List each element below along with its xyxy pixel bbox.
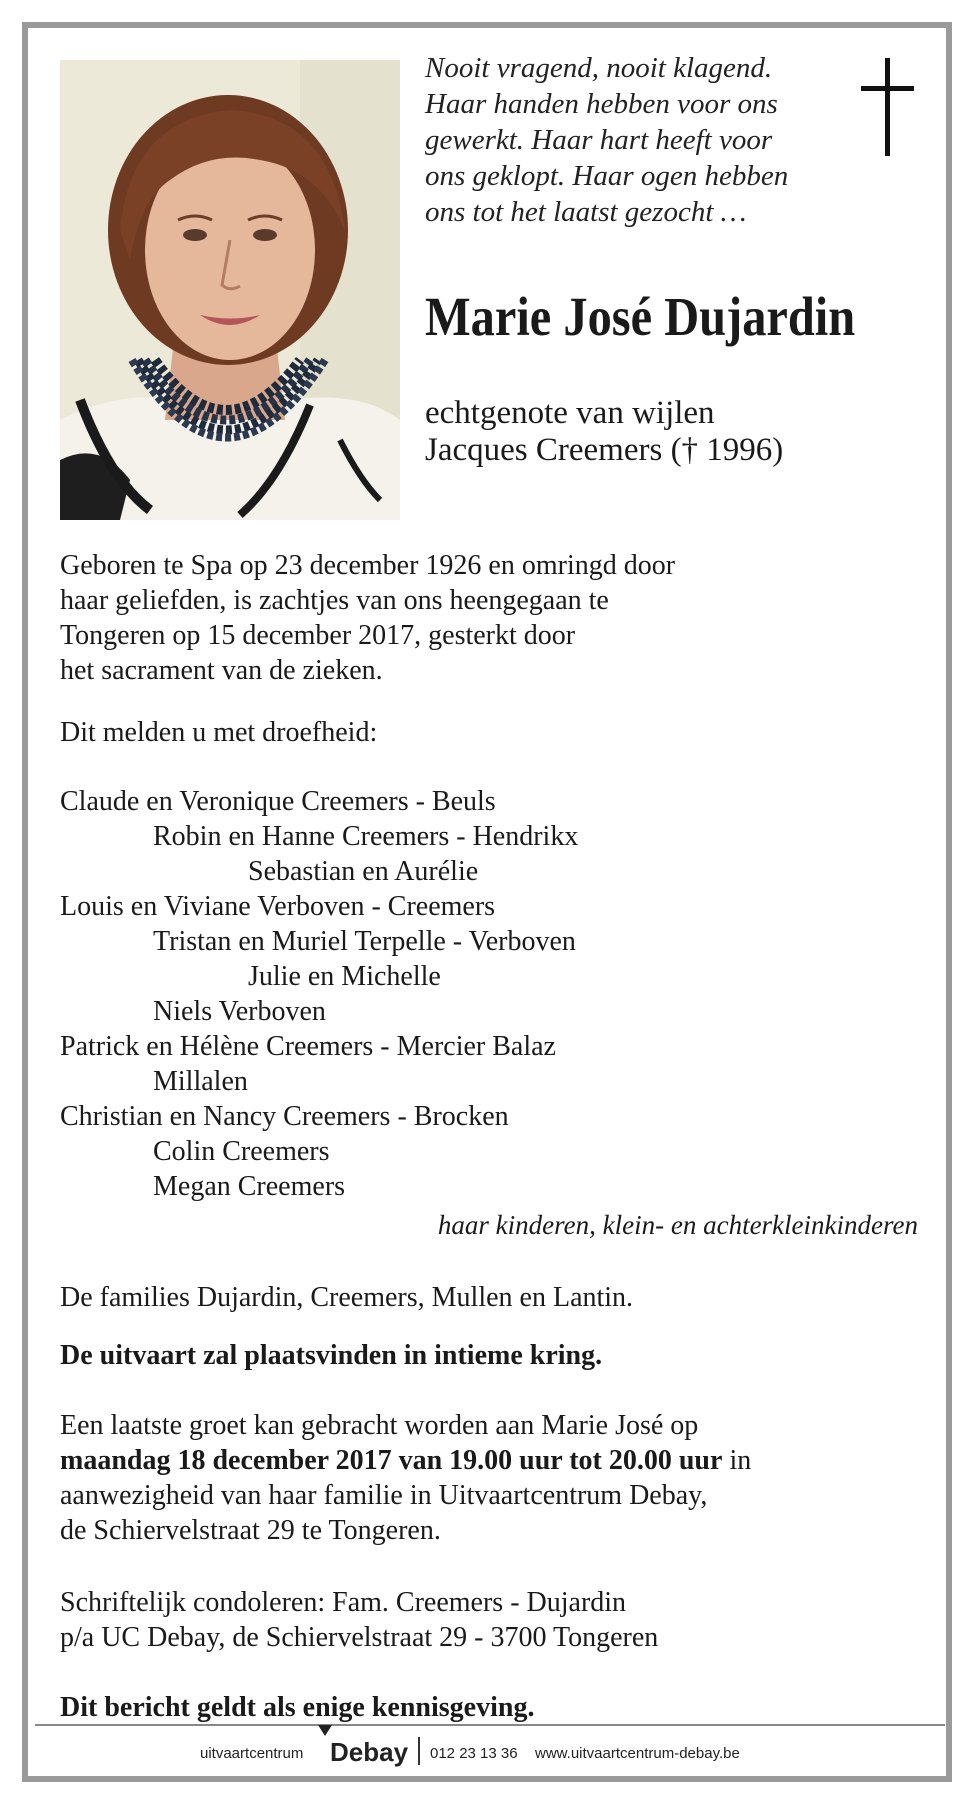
paragraph-line: aanwezigheid van haar familie in Uitvaartcentrum Debay, xyxy=(60,1480,708,1511)
spouse-line: echtgenote van wijlen xyxy=(425,395,715,431)
visitation-datetime: maandag 18 december 2017 van 19.00 uur tot 20.00 uur xyxy=(60,1445,723,1476)
paragraph-line: p/a UC Debay, de Schiervelstraat 29 - 3700 Tongeren xyxy=(60,1622,659,1653)
condolence-paragraph xyxy=(60,1585,940,1655)
paragraph-line: Tongeren op 15 december 2017, gesterkt door xyxy=(60,620,576,651)
families-line: De families Dujardin, Creemers, Mullen en Lantin. xyxy=(60,1282,634,1313)
quote-line: Nooit vragend, nooit klagend. xyxy=(425,52,773,84)
quote-line: gewerkt. Haar hart heeft voor xyxy=(425,124,773,156)
spouse-info xyxy=(425,395,783,469)
paragraph-line: het sacrament van de zieken. xyxy=(60,655,383,686)
kids-caption: haar kinderen, klein- en achterkleinkinderen xyxy=(437,1210,918,1240)
family-entry: Tristan en Muriel Terpelle - Verboven xyxy=(153,926,576,957)
spouse-line: Jacques Creemers († 1996) xyxy=(425,432,784,468)
portrait-photo xyxy=(60,60,400,520)
deceased-name: Marie José Dujardin xyxy=(425,286,856,347)
family-entry: Robin en Hanne Creemers - Hendrikx xyxy=(153,821,579,852)
footer-website: www.uitvaartcentrum-debay.be xyxy=(535,1745,740,1762)
brand-small-text: uitvaartcentrum xyxy=(200,1745,304,1762)
memorial-quote xyxy=(425,50,835,230)
brand-name: Debay xyxy=(330,1737,409,1767)
portrait-illustration xyxy=(60,60,400,520)
footer-divider xyxy=(35,1724,945,1726)
family-entry: Louis en Viviane Verboven - Creemers xyxy=(60,891,496,922)
quote-line: Haar handen hebben voor ons xyxy=(425,88,778,120)
family-entry: Millalen xyxy=(153,1066,248,1097)
footer xyxy=(0,1735,980,1767)
family-entry: Sebastian en Aurélie xyxy=(248,856,479,887)
family-entry: Niels Verboven xyxy=(153,996,326,1027)
logo-triangle-icon xyxy=(318,1725,332,1736)
footer-separator xyxy=(418,1737,420,1765)
notice-line: Dit bericht geldt als enige kennisgeving. xyxy=(60,1692,535,1723)
quote-line: ons geklopt. Haar ogen hebben xyxy=(425,160,789,192)
birth-paragraph xyxy=(60,548,940,688)
family-entry: Megan Creemers xyxy=(153,1171,346,1202)
family-entry: Christian en Nancy Creemers - Brocken xyxy=(60,1101,509,1132)
quote-line: ons tot het laatst gezocht … xyxy=(425,196,747,228)
family-entry: Julie en Michelle xyxy=(248,961,441,992)
paragraph-line: haar geliefden, is zachtjes van ons heengegaan te xyxy=(60,585,609,616)
paragraph-line-rest: in xyxy=(722,1445,752,1476)
funeral-line: De uitvaart zal plaatsvinden in intieme kring. xyxy=(60,1340,603,1371)
cross-icon xyxy=(858,58,918,158)
footer-phone: 012 23 13 36 xyxy=(430,1745,518,1762)
greeting-paragraph xyxy=(60,1408,940,1548)
family-entry: Colin Creemers xyxy=(153,1136,330,1167)
paragraph-line: de Schiervelstraat 29 te Tongeren. xyxy=(60,1515,441,1546)
paragraph-line: Schriftelijk condoleren: Fam. Creemers - Dujardin xyxy=(60,1587,627,1618)
paragraph-line: Geboren te Spa op 23 december 1926 en omringd door xyxy=(60,550,676,581)
family-entry: Claude en Veronique Creemers - Beuls xyxy=(60,786,496,817)
paragraph-line xyxy=(60,1443,940,1478)
family-entry: Patrick en Hélène Creemers - Mercier Balaz xyxy=(60,1031,556,1062)
announce-intro: Dit melden u met droefheid: xyxy=(60,717,378,748)
paragraph-line: Een laatste groet kan gebracht worden aan Marie José op xyxy=(60,1410,699,1441)
